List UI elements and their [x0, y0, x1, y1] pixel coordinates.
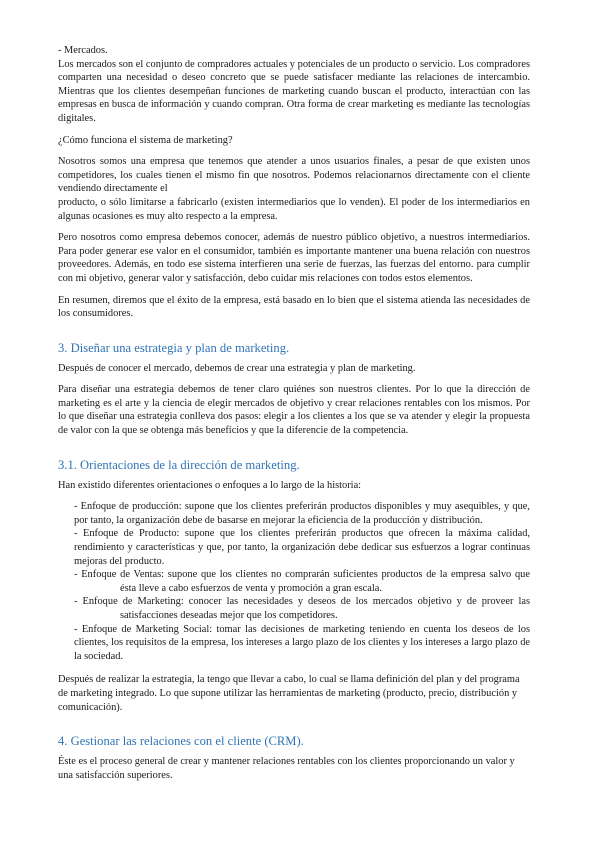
intro-paragraph-markets: Los mercados son el conjunto de compradores actuales y potenciales de un producto o servicio. Los compradores comparten una necesidad o deseo concreto que se puede satisfacer mediante las relaciones de intercambio. Mientras que los clientes desempeñan funciones de marketing cuando buscan el producto, interactúan con las empresas en busca de información y cuando compran. Otra forma de crear marketing es mediante las tecnologías digitales. — [58, 58, 530, 124]
list-item: - Enfoque de Marketing: conocer las necesidades y deseos de los mercados objetivo y de proveer las satisfacciones deseadas mejor que los competidores. — [74, 596, 530, 621]
section-3-1-closing: Después de realizar la estrategia, la tengo que llevar a cabo, lo cual se llama definición del plan y del programa de marketing integrado. Lo que supone utilizar las herramientas de marketing (producto, precio, distribución y comunicación). — [58, 674, 520, 713]
intro-paragraph-intermediaries: Pero nosotros como empresa debemos conocer, además de nuestro público objetivo, a nuestros intermediarios. Para poder generar ese valor en el consumidor, también es importante mantener una buena relación con nuestros proveedores. Además, en todo ese sistema interfieren una serie de fuerzas, las fuerzas del entorno. para cumplir con mi objetivo, generar valor y satisfacción, debo cuidar mis relaciones con todos estos elementos. — [58, 232, 530, 284]
section-3-paragraph-1: Después de conocer el mercado, debemos de crear una estrategia y plan de marketing. — [58, 362, 416, 374]
intro-paragraph-system-b: producto, o sólo limitarse a fabricarlo (existen intermediarios que lo venden). El poder de los intermediarios en algunas ocasiones es muy alto respecto a la empresa. — [58, 196, 530, 222]
list-item: - Enfoque de Ventas: supone que los clientes no comprarán suficientes productos de la empresa salvo que ésta lleve a cabo esfuerzos de venta y promoción a gran escala. — [74, 569, 530, 594]
intro-heading: - Mercados. — [58, 45, 108, 56]
section-4-title: 4. Gestionar las relaciones con el cliente (CRM). — [58, 734, 304, 749]
intro-paragraph-system-a: Nosotros somos una empresa que tenemos que atender a unos usuarios finales, a pesar de que existen unos competidores, los cuales tienen el mismo fin que nosotros. Podemos relacionarnos directamente con el cliente vendiendo directamente el — [58, 156, 530, 195]
section-3-title: 3. Diseñar una estrategia y plan de marketing. — [58, 340, 290, 355]
section-3-1-intro: Han existido diferentes orientaciones o enfoques a lo largo de la historia: — [58, 479, 362, 491]
intro-paragraph-summary: En resumen, diremos que el éxito de la empresa, está basado en lo bien que el sistema atienda las necesidades de los consumidores. — [58, 294, 530, 320]
section-3-1-title: 3.1. Orientaciones de la dirección de marketing. — [58, 457, 300, 472]
orientations-list — [74, 500, 530, 663]
list-item: - Enfoque de producción: supone que los clientes preferirán productos disponibles y muy asequibles, y que, por tanto, la organización debe de basarse en mejorar la eficiencia de la producción y distribución. — [74, 501, 530, 526]
section-4-paragraph-1: Éste es el proceso general de crear y mantener relaciones rentables con los clientes proporcionando un valor y una satisfacción superiores. — [58, 756, 515, 781]
section-3-paragraph-2: Para diseñar una estrategia debemos de tener claro quiénes son nuestros clientes. Por lo que la dirección de marketing es el arte y la ciencia de elegir mercados de objetivo y crear relaciones rentables con los mismos. Por lo que diseñar una estrategia conlleva dos pasos: elegir a los clientes a los que se va atender y elegir la propuesta de valor con la que se obtenga más beneficios y que la diferencie de la competencia. — [58, 384, 530, 437]
list-item: - Enfoque de Marketing Social: tomar las decisiones de marketing teniendo en cuenta los deseos de los clientes, los requisitos de la empresa, los intereses a largo plazo de los clientes y los intereses a largo plazo de la sociedad. — [74, 623, 530, 662]
intro-question: ¿Cómo funciona el sistema de marketing? — [58, 134, 233, 146]
list-item: - Enfoque de Producto: supone que los clientes preferirán productos que ofrecen la máxima calidad, rendimiento y características y que, por tanto, la organización debe dedicar sus esfuerzos a lograr continuas mejoras del producto. — [74, 528, 530, 567]
